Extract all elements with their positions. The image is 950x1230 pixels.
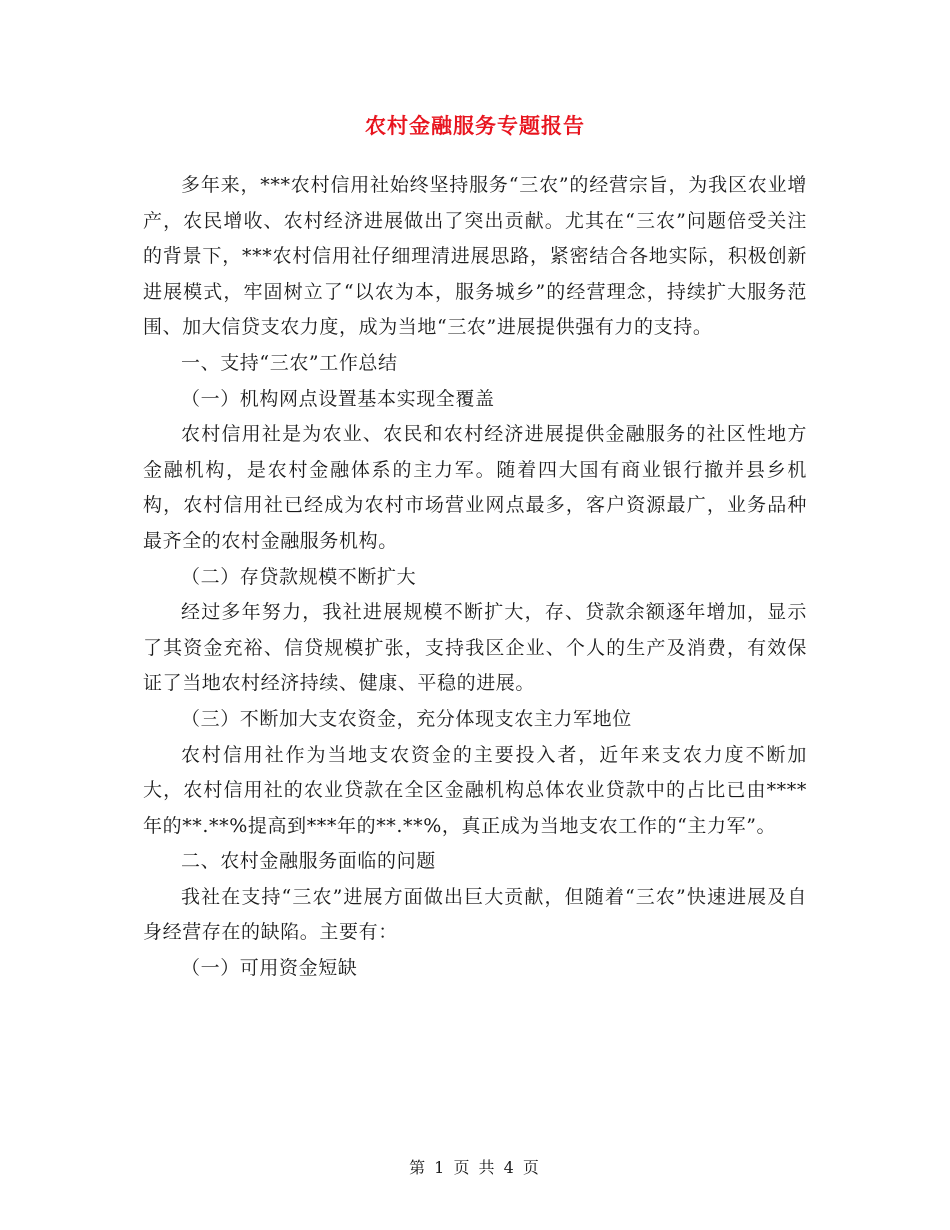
section-heading: 一、支持“三农”工作总结: [181, 351, 398, 374]
paragraph: 农村信用社作为当地支农资金的主要投入者，近年来支农力度不断加大，农村信用社的农业贷款在全区金融机构总体农业贷款中的占比已由****年的**.**%提高到***年的**.**%，真正成为当地支农工作的“主力军”。: [143, 743, 807, 837]
page-footer: 第 1 页 共 4 页: [409, 1158, 541, 1177]
subsection-heading: （一）机构网点设置基本实现全覆盖: [181, 387, 495, 410]
subsection-heading: （一）可用资金短缺: [181, 957, 358, 980]
paragraph: 我社在支持“三农”进展方面做出巨大贡献，但随着“三农”快速进展及自身经营存在的缺陷。主要有：: [143, 885, 807, 944]
paragraph: 农村信用社是为农业、农民和农村经济进展提供金融服务的社区性地方金融机构，是农村金融体系的主力军。随着四大国有商业银行撤并县乡机构，农村信用社已经成为农村市场营业网点最多，客户资源最广，业务品种最齐全的农村金融服务机构。: [143, 423, 807, 552]
document-title: 农村金融服务专题报告: [365, 113, 585, 138]
subsection-heading: （二）存贷款规模不断扩大: [181, 565, 417, 588]
paragraph: 经过多年努力，我社进展规模不断扩大，存、贷款余额逐年增加，显示了其资金充裕、信贷规模扩张，支持我区企业、个人的生产及消费，有效保证了当地农村经济持续、健康、平稳的进展。: [143, 601, 807, 695]
section-heading: 二、农村金融服务面临的问题: [181, 850, 436, 873]
document-body: [143, 168, 807, 987]
subsection-heading: （三）不断加大支农资金，充分体现支农主力军地位: [181, 707, 632, 730]
paragraph: 多年来，***农村信用社始终坚持服务“三农”的经营宗旨，为我区农业增产，农民增收、农村经济进展做出了突出贡献。尤其在“三农”问题倍受关注的背景下，***农村信用社仔细理清进展思路，紧密结合各地实际，积极创新进展模式，牢固树立了“以农为本，服务城乡”的经营理念，持续扩大服务范围、加大信贷支农力度，成为当地“三农”进展提供强有力的支持。: [143, 174, 807, 339]
